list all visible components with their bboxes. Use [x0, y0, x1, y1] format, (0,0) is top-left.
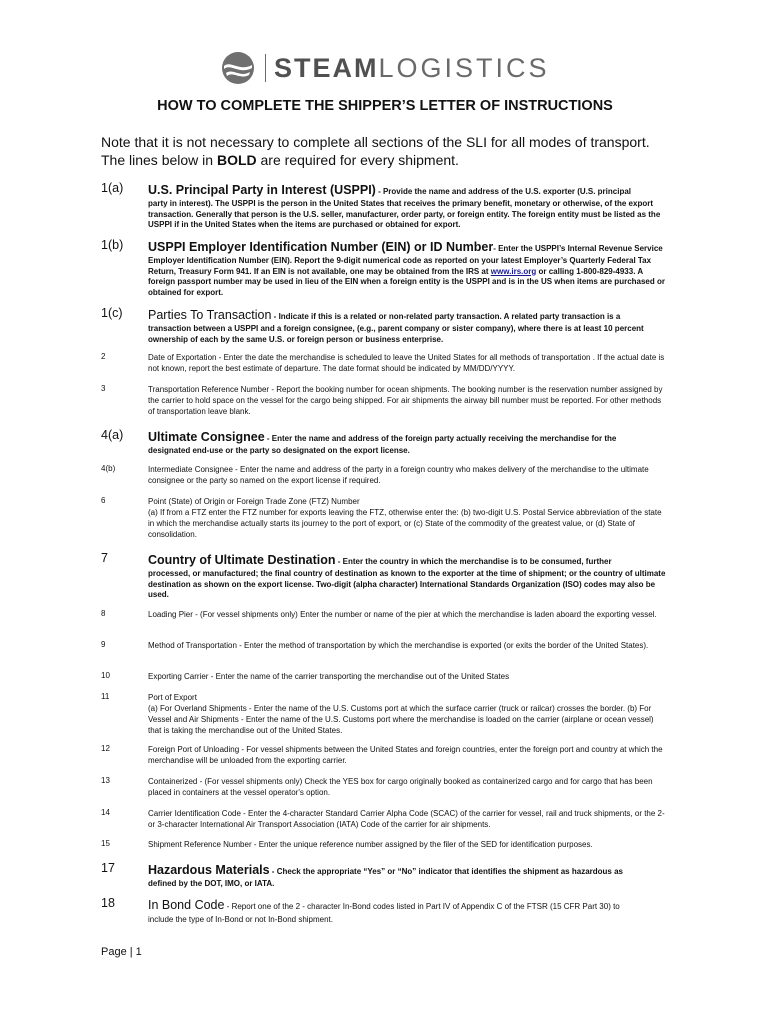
steam-logistics-logo-icon — [221, 51, 255, 85]
intro-note: Note that it is not necessary to complete all sections of the SLI for all modes of transport. The lines below in BOLD are required for every shipment. — [101, 134, 650, 168]
item-heading: U.S. Principal Party in Interest (USPPI) — [148, 183, 376, 197]
item-heading: Parties To Transaction — [148, 308, 272, 322]
irs-link[interactable]: www.irs.org — [490, 266, 537, 276]
item-heading: USPPI Employer Identification Number (EIN) or ID Number — [148, 240, 494, 254]
item-heading: Country of Ultimate Destination — [148, 553, 336, 567]
item-heading: In Bond Code — [148, 898, 225, 912]
logo-wordmark: STEAMLOGISTICS — [274, 52, 550, 83]
company-logo — [221, 50, 550, 86]
page-number: Page | 1 — [101, 946, 142, 958]
item-heading: Hazardous Materials — [148, 863, 270, 877]
logo-divider — [265, 54, 266, 82]
item-heading: Ultimate Consignee — [148, 430, 265, 444]
document-title: HOW TO COMPLETE THE SHIPPER’S LETTER OF INSTRUCTIONS — [157, 98, 613, 114]
